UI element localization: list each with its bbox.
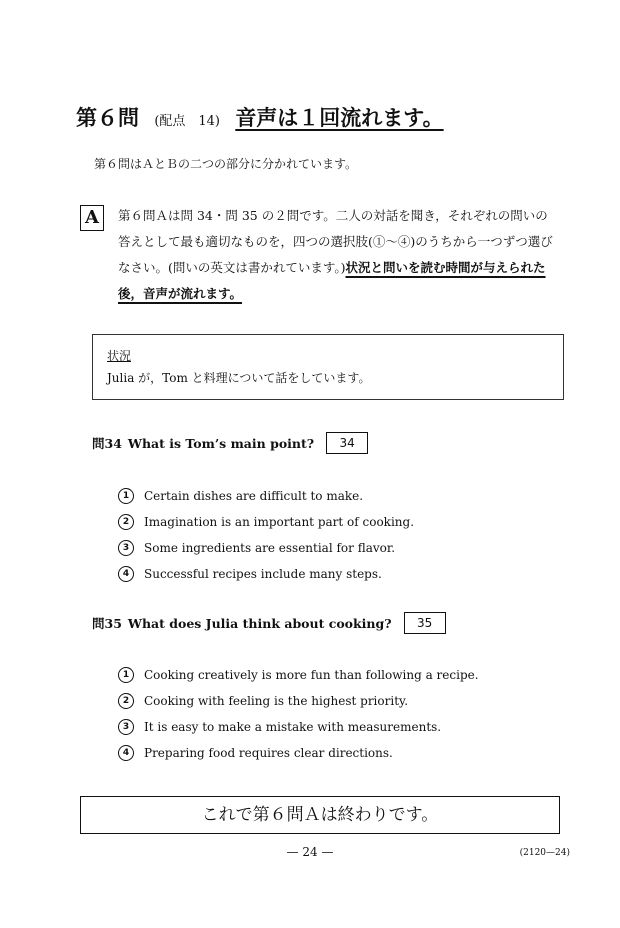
answer-box[interactable]: 35 [404, 612, 446, 634]
choice-number-icon: 1 [118, 667, 134, 683]
choice-item[interactable] [118, 740, 479, 766]
instruction-line [118, 255, 558, 281]
choice-item[interactable] [118, 714, 479, 740]
question-number: 問35 [92, 616, 122, 631]
section-title: 第６問 [76, 106, 139, 130]
instruction-text: 答えとして最も適切なものを，四つの選択肢 [118, 234, 369, 249]
choice-text: Imagination is an important part of cooking. [144, 515, 415, 529]
instruction-line [118, 281, 558, 307]
points-label: (配点 14) [154, 114, 220, 129]
page-number: — 24 — [286, 845, 334, 859]
choice-text: Certain dishes are difficult to make. [144, 489, 364, 503]
choice-number-icon: 4 [118, 745, 134, 761]
choice-item[interactable] [118, 483, 414, 509]
choice-item[interactable] [118, 688, 479, 714]
choice-text: Cooking with feeling is the highest priority. [144, 694, 409, 708]
situation-label: 状況 [107, 349, 132, 363]
underlined-instruction: 後，音声が流れます。 [118, 286, 243, 301]
question-number: 問34 [92, 436, 122, 451]
instruction-text: 第６問Ａは問 34・問 35 の２問です。二人の対話を聞き，それぞれの問いの [118, 208, 548, 223]
section-heading [76, 102, 444, 132]
exam-code: (2120—24) [519, 848, 570, 858]
choice-text: It is easy to make a mistake with measurements. [144, 720, 442, 734]
situation-text: Julia が，Tom と料理について話をしています。 [107, 371, 371, 385]
instructions [118, 203, 558, 307]
choice-text: Successful recipes include many steps. [144, 567, 382, 581]
choice-text: Preparing food requires clear directions. [144, 746, 393, 760]
underlined-instruction: 状況と問いを読む時間が与えられた [345, 260, 546, 275]
instruction-text: のうちから一つずつ選び [415, 234, 553, 249]
question-35 [92, 612, 446, 634]
choice-item[interactable] [118, 535, 414, 561]
choice-item[interactable] [118, 561, 414, 587]
question-34 [92, 432, 368, 454]
choices-35 [118, 662, 479, 766]
choices-34 [118, 483, 414, 587]
question-text: What is Tom’s main point? [127, 435, 315, 451]
audio-note: 音声は１回流れます。 [235, 106, 444, 130]
choice-number-icon: 3 [118, 540, 134, 556]
situation-box [92, 334, 564, 400]
choice-number-icon: 2 [118, 514, 134, 530]
instruction-line [118, 229, 558, 255]
choice-text: Cooking creatively is more fun than following a recipe. [144, 668, 479, 682]
choice-number-icon: 4 [118, 566, 134, 582]
section-intro: 第６問はＡとＢの二つの部分に分かれています。 [94, 157, 358, 171]
choice-range: (①～④) [368, 234, 416, 249]
instruction-text: なさい。(問いの英文は書かれています。) [118, 260, 346, 275]
instruction-line [118, 203, 558, 229]
question-text: What does Julia think about cooking? [127, 615, 392, 631]
part-a-marker: A [80, 205, 104, 231]
end-of-section-box: これで第６問Ａは終わりです。 [80, 796, 560, 834]
choice-number-icon: 2 [118, 693, 134, 709]
choice-item[interactable] [118, 509, 414, 535]
choice-number-icon: 1 [118, 488, 134, 504]
choice-text: Some ingredients are essential for flavor. [144, 541, 396, 555]
answer-box[interactable]: 34 [326, 432, 368, 454]
choice-item[interactable] [118, 662, 479, 688]
choice-number-icon: 3 [118, 719, 134, 735]
